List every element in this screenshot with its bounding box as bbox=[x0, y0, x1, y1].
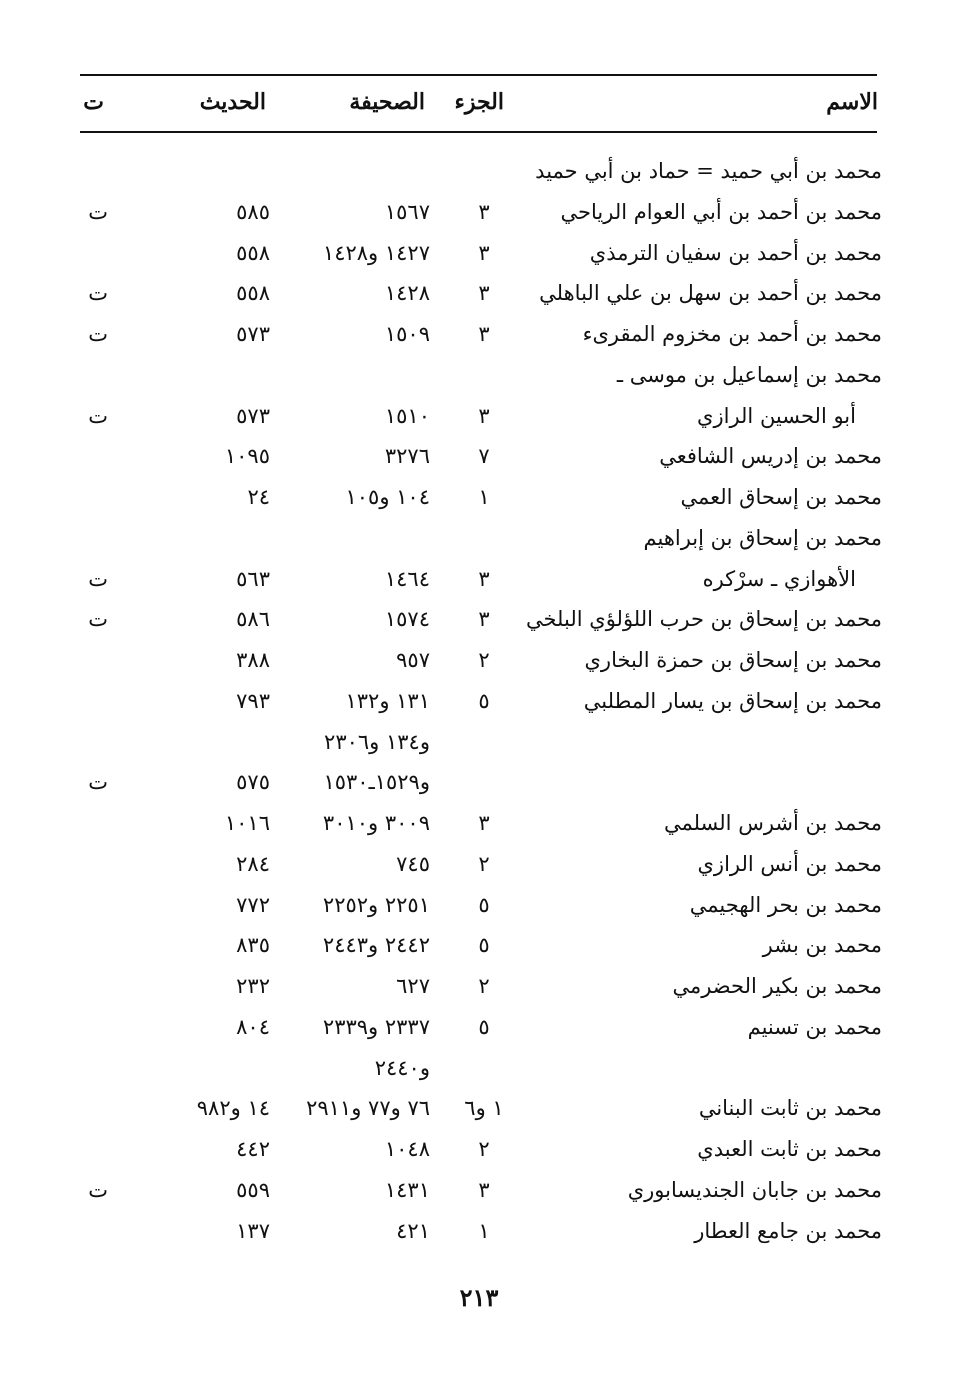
juz-cell: ٣ bbox=[478, 566, 490, 591]
page-cell: ٦٢٧ bbox=[396, 974, 430, 998]
name-cell: محمد بن ثابت البناني bbox=[698, 1096, 882, 1121]
hadith-cell: ٣٨٨ bbox=[236, 648, 270, 672]
table-row bbox=[0, 762, 958, 802]
name-cell: محمد بن إدريس الشافعي bbox=[659, 444, 882, 469]
juz-cell: ٣ bbox=[478, 199, 490, 224]
name-cell: محمد بن أحمد بن مخزوم المقرىء bbox=[582, 322, 882, 346]
table-row bbox=[0, 436, 958, 476]
juz-cell: ١ و٦ bbox=[464, 1096, 504, 1121]
juz-cell: ٣ bbox=[478, 1177, 490, 1202]
hadith-cell: ٥٨٦ bbox=[236, 607, 270, 632]
juz-cell: ٧ bbox=[478, 444, 490, 469]
header-juz: الجزء bbox=[454, 89, 504, 115]
header-page: الصحيفة bbox=[349, 89, 425, 115]
juz-cell: ٣ bbox=[478, 322, 490, 346]
hadith-cell: ٥٥٨ bbox=[236, 281, 270, 306]
page-cell: ١٥٠٩ bbox=[384, 322, 430, 346]
hadith-cell: ٨٣٥ bbox=[236, 933, 270, 958]
juz-cell: ١ bbox=[478, 1218, 490, 1243]
t-cell: ت bbox=[88, 199, 108, 224]
name-cell: محمد بن إسحاق بن حمزة البخاري bbox=[584, 648, 882, 672]
header-name: الاسم bbox=[826, 89, 878, 115]
hadith-cell: ٨٠٤ bbox=[236, 1014, 270, 1039]
t-cell: ت bbox=[88, 1177, 108, 1202]
table-row bbox=[0, 396, 958, 436]
name-cell: محمد بن ثابت العبدي bbox=[697, 1137, 882, 1161]
table-row bbox=[0, 355, 958, 395]
hadith-cell: ٥٧٥ bbox=[236, 770, 270, 795]
page-cell: ٢٤٤٢ و٢٤٤٣ bbox=[322, 933, 430, 958]
page-cell: ٣٠٠٩ و٣٠١٠ bbox=[322, 811, 430, 835]
page-cell: و١٥٢٩ـ١٥٣٠ bbox=[323, 770, 430, 795]
table-row bbox=[0, 192, 958, 232]
table-row bbox=[0, 803, 958, 843]
page-cell: ٢٢٥١ و٢٢٥٢ bbox=[322, 892, 430, 917]
header-hadith: الحديث bbox=[199, 89, 266, 115]
name-cell: الأهوازي ـ سرْكره bbox=[702, 566, 856, 591]
juz-cell: ٢ bbox=[478, 974, 490, 998]
name-cell: محمد بن أحمد بن أبي العوام الرياحي bbox=[560, 199, 882, 224]
table-row bbox=[0, 722, 958, 762]
page-cell: ١٤٢٧ و١٤٢٨ bbox=[322, 240, 430, 265]
table-row bbox=[0, 1088, 958, 1128]
table-row bbox=[0, 559, 958, 599]
hadith-cell: ٢٤ bbox=[247, 485, 270, 509]
t-cell: ت bbox=[88, 322, 108, 346]
juz-cell: ٢ bbox=[478, 1137, 490, 1161]
table-row bbox=[0, 1211, 958, 1251]
t-cell: ت bbox=[88, 566, 108, 591]
juz-cell: ٣ bbox=[478, 811, 490, 835]
table-row bbox=[0, 925, 958, 965]
page-cell: و١٣٤ و٢٣٠٦ bbox=[324, 729, 430, 754]
t-cell: ت bbox=[88, 607, 108, 632]
juz-cell: ٣ bbox=[478, 240, 490, 265]
hadith-cell: ٧٧٢ bbox=[236, 892, 270, 917]
juz-cell: ٢ bbox=[478, 648, 490, 672]
page-number: ٢١٣ bbox=[459, 1283, 499, 1312]
name-cell: محمد بن أنس الرازي bbox=[697, 851, 882, 876]
name-cell: محمد بن بحر الهجيمي bbox=[689, 892, 882, 917]
page-cell: ١٥٦٧ bbox=[384, 199, 430, 224]
t-cell: ت bbox=[88, 770, 108, 795]
juz-cell: ٥ bbox=[478, 1014, 490, 1039]
page-cell: ١٤٦٤ bbox=[384, 566, 430, 591]
table-row bbox=[0, 640, 958, 680]
hadith-cell: ٢٨٤ bbox=[236, 851, 270, 876]
juz-cell: ٣ bbox=[478, 403, 490, 428]
header-t: ت bbox=[83, 89, 104, 115]
table-row bbox=[0, 233, 958, 273]
hadith-cell: ٥٥٨ bbox=[236, 240, 270, 265]
name-cell: محمد بن إسحاق بن إبراهيم bbox=[643, 525, 882, 550]
hadith-cell: ١٤ و٩٨٢ bbox=[196, 1096, 270, 1121]
name-cell: محمد بن أبي حميد = حماد بن أبي حميد bbox=[535, 159, 882, 183]
name-cell: محمد بن تسنيم bbox=[747, 1014, 882, 1039]
table-row bbox=[0, 681, 958, 721]
hadith-cell: ٤٤٢ bbox=[236, 1137, 270, 1161]
juz-cell: ٥ bbox=[478, 933, 490, 958]
hadith-cell: ١٠١٦ bbox=[224, 811, 270, 835]
table-row bbox=[0, 314, 958, 354]
page-cell: ١٠٤ و١٠٥ bbox=[345, 485, 430, 509]
name-cell: محمد بن إسماعيل بن موسى ـ bbox=[616, 362, 882, 387]
page-cell: ٤٢١ bbox=[396, 1218, 430, 1243]
header-bottom-rule bbox=[80, 131, 877, 133]
table-row bbox=[0, 844, 958, 884]
name-cell: محمد بن إسحاق العمي bbox=[680, 485, 882, 509]
page-cell: ١٣١ و١٣٢ bbox=[345, 688, 430, 713]
page-cell: ١٥١٠ bbox=[384, 403, 430, 428]
page-cell: ١٥٧٤ bbox=[384, 607, 430, 632]
name-cell: محمد بن بشر bbox=[762, 933, 882, 958]
name-cell: محمد بن أحمد بن سهل بن علي الباهلي bbox=[539, 281, 882, 306]
table-row bbox=[0, 1129, 958, 1169]
name-cell: محمد بن إسحاق بن يسار المطلبي bbox=[583, 688, 882, 713]
juz-cell: ٣ bbox=[478, 281, 490, 306]
page-cell: و٢٤٤٠ bbox=[374, 1055, 430, 1080]
hadith-cell: ٥٧٣ bbox=[236, 322, 270, 346]
hadith-cell: ١٣٧ bbox=[236, 1218, 270, 1243]
table-row bbox=[0, 1048, 958, 1088]
name-cell: محمد بن أشرس السلمي bbox=[663, 811, 882, 835]
hadith-cell: ٧٩٣ bbox=[236, 688, 270, 713]
hadith-cell: ٥٥٩ bbox=[236, 1177, 270, 1202]
name-cell: محمد بن جامع العطار bbox=[694, 1218, 882, 1243]
juz-cell: ٥ bbox=[478, 892, 490, 917]
t-cell: ت bbox=[88, 281, 108, 306]
page-cell: ١٤٣١ bbox=[384, 1177, 430, 1202]
juz-cell: ٣ bbox=[478, 607, 490, 632]
table-row bbox=[0, 151, 958, 191]
hadith-cell: ٥٨٥ bbox=[236, 199, 270, 224]
table-row bbox=[0, 273, 958, 313]
table-row bbox=[0, 966, 958, 1006]
hadith-cell: ١٠٩٥ bbox=[224, 444, 270, 469]
table-row bbox=[0, 1170, 958, 1210]
name-cell: محمد بن أحمد بن سفيان الترمذي bbox=[589, 240, 882, 265]
page-cell: ٩٥٧ bbox=[396, 648, 430, 672]
table-row bbox=[0, 885, 958, 925]
name-cell: محمد بن بكير الحضرمي bbox=[672, 974, 882, 998]
table-row bbox=[0, 518, 958, 558]
page-cell: ١٤٢٨ bbox=[384, 281, 430, 306]
juz-cell: ٢ bbox=[478, 851, 490, 876]
header-top-rule bbox=[80, 74, 877, 76]
name-cell: أبو الحسين الرازي bbox=[697, 403, 856, 428]
table-row bbox=[0, 1007, 958, 1047]
page-cell: ٧٤٥ bbox=[396, 851, 430, 876]
juz-cell: ١ bbox=[478, 485, 490, 509]
page-cell: ١٠٤٨ bbox=[384, 1137, 430, 1161]
hadith-cell: ٥٦٣ bbox=[236, 566, 270, 591]
hadith-cell: ٥٧٣ bbox=[236, 403, 270, 428]
name-cell: محمد بن جابان الجنديسابوري bbox=[627, 1177, 882, 1202]
page-cell: ٣٢٧٦ bbox=[384, 444, 430, 469]
juz-cell: ٥ bbox=[478, 688, 490, 713]
page-cell: ٢٣٣٧ و٢٣٣٩ bbox=[322, 1014, 430, 1039]
hadith-cell: ٢٣٢ bbox=[236, 974, 270, 998]
name-cell: محمد بن إسحاق بن حرب اللؤلؤي البلخي bbox=[526, 607, 882, 632]
table-row bbox=[0, 599, 958, 639]
t-cell: ت bbox=[88, 403, 108, 428]
page-cell: ٧٦ و٧٧ و٢٩١١ bbox=[306, 1096, 430, 1121]
table-row bbox=[0, 477, 958, 517]
